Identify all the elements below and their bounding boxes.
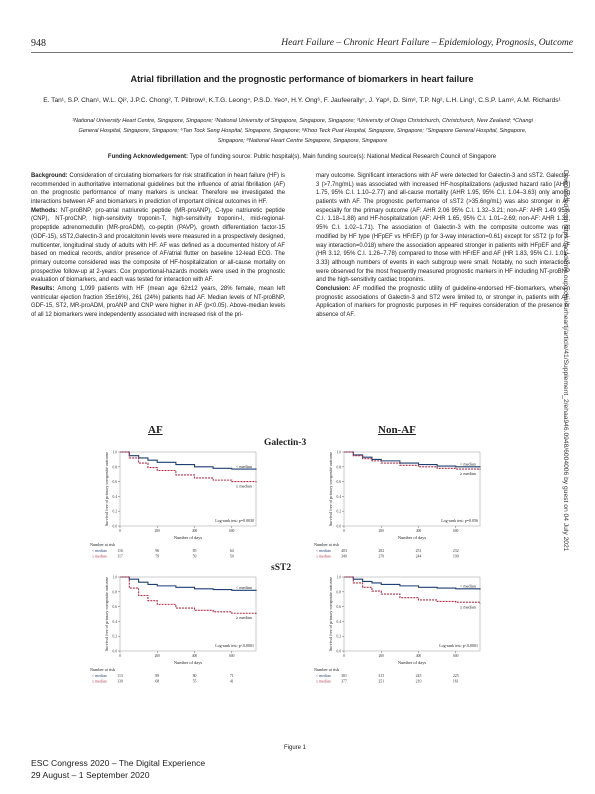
at-risk-row-label: ≥ median (92, 679, 107, 684)
background-text: Consideration of circulating biomarkers for risk stratification in heart failure (HF) is recommended in authoritative international guidelines but the influence of atrial fibrillation (AF) on the prognostic performance of many markers is unclear. Therefore we investigated the interactions between AF and biomarkers in prediction of important clinical outcomes in HF. (31, 173, 285, 206)
y-tick-label: 0.6 (112, 605, 117, 610)
at-risk-count: 381 (341, 674, 347, 678)
at-risk-count: 251 (415, 549, 422, 553)
y-tick-label: 0.2 (336, 509, 341, 514)
series-label: < median (236, 585, 252, 591)
y-tick-label: 0.4 (112, 494, 117, 499)
methods-paragraph (31, 207, 285, 285)
y-tick-label: 0.6 (112, 480, 117, 485)
y-tick-label: 0.6 (336, 605, 341, 610)
conference-dates: 29 August – 1 September 2020 (31, 770, 150, 780)
km-plot-galectin-af (88, 448, 278, 566)
x-tick-label: 600 (229, 654, 235, 658)
at-risk-count: 71 (229, 674, 234, 678)
x-tick-label: 400 (191, 529, 198, 533)
y-tick-label: 0.8 (112, 590, 117, 595)
y-axis-label: Survival free of primary composite outcome (328, 451, 333, 527)
conclusion-label: Conclusion: (316, 285, 351, 292)
at-risk-count: 377 (341, 679, 347, 684)
y-tick-label: 1.0 (336, 450, 341, 455)
at-risk-row-label: < median (316, 674, 331, 678)
x-axis-label: Number of days (173, 660, 203, 665)
logrank-label: Log-rank test: p<0.0001 (215, 643, 254, 648)
funding-acknowledgement (31, 154, 573, 160)
methods-text: NT-proBNP, pro-atrial natriuretic peptide (MR-proANP), C-type natriuretic peptide (CNP), NT-proCNP, high-sensitivity troponin-T, high-sensitivity troponin-I, mid-regional-propeptide adrenomedullin (MR-proADM), co-peptin (PAVP), growth differentiation factor-15 (GDF-15), sST2,Galectin-3 and procalcitonin levels were measured in a prospectively designed, multicenter, longitudinal study of adults with HF. AF was defined as a documented history of AF based on medical records, and/or presence of AF/atrial flutter on baseline 12-lead ECG. The primary outcome considered was the composite of HF-hospitalization or all-cause mortality on prospective follow-up at 2-years. Cox proportional-hazards models were used in the prognostic evaluation of biomarkers, and each was tested for interaction with AF. (31, 207, 285, 284)
funding-text: Type of funding source: Public hospital(s). Main funding source(s): National Medical Research Council of Singapore (189, 154, 497, 160)
background-label: Background: (31, 173, 68, 179)
number-at-risk-heading: Number at risk (90, 667, 116, 672)
y-axis-label: Survival free of primary composite outcome (104, 576, 109, 652)
y-tick-label: 0.6 (336, 480, 341, 485)
at-risk-count: 251 (378, 679, 385, 684)
y-tick-label: 1.0 (112, 575, 117, 580)
logrank-label: Log-rank test: p=0.0030 (215, 518, 254, 523)
at-risk-count: 64 (229, 549, 234, 553)
series-label: ≥ median (460, 470, 476, 476)
x-tick-label: 200 (154, 529, 160, 533)
y-tick-label: 0.2 (112, 634, 117, 639)
x-tick-label: 0 (119, 529, 121, 533)
x-axis-label: Number of days (173, 535, 203, 540)
series-label: ≥ median (460, 604, 476, 610)
download-watermark-text: Downloaded from https://academic.oup.com/eurheartj/article/41/Supplement_2/ehaa946.0948/6004006 by guest on 04 July 2021 (562, 170, 569, 552)
methods-label: Methods: (31, 207, 58, 214)
x-tick-label: 0 (343, 529, 345, 533)
x-tick-label: 200 (378, 654, 384, 658)
number-at-risk-heading: Number at risk (314, 542, 340, 547)
at-risk-count: 315 (378, 674, 385, 678)
y-tick-label: 0.2 (336, 634, 341, 639)
results-label: Results: (31, 285, 55, 292)
y-tick-label: 0.4 (112, 619, 117, 624)
number-at-risk-heading: Number at risk (314, 667, 340, 672)
at-risk-count: 232 (452, 549, 459, 553)
y-tick-label: 0.0 (336, 649, 341, 654)
at-risk-count: 139 (117, 679, 123, 684)
at-risk-count: 68 (155, 679, 160, 684)
y-tick-label: 1.0 (336, 575, 341, 580)
article-title: Atrial fibrillation and the prognostic performance of biomarkers in heart failure (130, 74, 474, 84)
x-axis-label: Number of days (397, 535, 427, 540)
at-risk-row-label: ≥ median (92, 554, 107, 559)
at-risk-count: 403 (341, 549, 347, 553)
x-tick-label: 400 (415, 529, 422, 533)
figure-column-title-af: AF (148, 424, 163, 436)
y-tick-label: 1.0 (112, 450, 117, 455)
x-tick-label: 600 (229, 529, 235, 533)
background-paragraph (31, 172, 285, 207)
logrank-label: Log-rank test: p<0.0001 (439, 643, 478, 648)
km-plot-galectin-nonaf (312, 448, 502, 566)
results-continued: mary outcome. Significant interactions with AF were detected for Galectin-3 and sST2. Galectin-3 (>7.7ng/mL) was associated with increased HF-hospitalizations (adjusted hazard ratio [AHR] 1.75, 95% C.I. 1.10–2.77) and all-cause mortality (AHR 1.95, 95% C.I. 1.04–3.63) only among patients with AF. The prognostic performance of sST2 (>35.6ng/mL) was also stronger in AF especially for the primary outcome (AF: AHR 2.06 95% C.I. 1.32–3.21; non-AF: AHR 1.49 95% C.I. 1.18–1.88) and HF-hospitalization (AF: AHR 1.65, 95% C.I. 1.01–2.69; non-AF: AHR 1.32, 95% C.I. 1.02–1.71). The association of Galectin-3 with the composite outcome was not modified by HF type (HFpEF vs HFrEF) (p for 3-way interaction=0.61) except for sST2 (p for 3-way interaction=0.018) where the association appeared stronger in patients with HFpEF and AF (HR 3.12, 95% C.I. 1.26–7.78) compared to those with HFrEF and AF (HR 1.83, 95% C.I. 1.01–3.33) although numbers of events in each subgroup were small. Notably, no such interactions were observed for the most frequently measured prognostic markers in HF including NT-proBNP and the high-sensitivity cardiac troponins. (316, 173, 570, 284)
y-tick-label: 0.8 (336, 465, 341, 470)
at-risk-count: 244 (415, 554, 422, 559)
at-risk-count: 117 (117, 554, 123, 559)
at-risk-count: 85 (192, 549, 197, 553)
at-risk-count: 161 (452, 679, 459, 684)
at-risk-count: 282 (378, 549, 385, 553)
at-risk-count: 59 (192, 554, 197, 559)
y-tick-label: 0.2 (112, 509, 117, 514)
y-tick-label: 0.0 (336, 524, 341, 529)
results-paragraph (31, 285, 285, 320)
at-risk-count: 96 (155, 549, 160, 553)
series-label: < median (460, 583, 476, 589)
series-label: ≥ median (236, 483, 252, 489)
affiliations: ¹National University Heart Centre, Singapore, Singapore; ²National University of Singapore, Singapore, Singapore; ³University of Otago Christchurch, Christchurch, New Zealand; ⁴Changi General Hospital, Singapore, Singapore; ⁵Tan Tock Seng Hospital, Singapore, Singapore; ⁶Khoo Teck Puat Hospital, Singapore, Singapore; ⁷Singapore General Hospital, Singapore, Singapore; ⁸National Heart Centre Singapore, Singapore, Singapore (72, 118, 533, 145)
at-risk-count: 210 (415, 679, 422, 684)
conclusion-text: AF modified the prognostic utility of guideline-endorsed HF-biomarkers, wherein prognostic associations of Galectin-3 and ST2 were limited to, or stronger in, patients with AF. Application of markers for prognostic purposes in HF requires consideration of the presence or absence of AF. (316, 285, 571, 318)
km-plot-sst2-af (88, 573, 278, 693)
y-tick-label: 0.4 (336, 619, 341, 624)
at-risk-count: 245 (415, 674, 422, 678)
at-risk-count: 116 (117, 549, 123, 553)
at-risk-row-label: < median (316, 549, 331, 553)
figure-row-title-sst2: sST2 (271, 563, 292, 573)
conference-name: ESC Congress 2020 – The Digital Experience (31, 758, 206, 768)
series-label: < median (460, 461, 476, 467)
at-risk-count: 50 (229, 554, 234, 559)
series-label: ≥ median (236, 615, 252, 620)
y-tick-label: 0.4 (336, 494, 341, 499)
y-tick-label: 0.8 (112, 465, 117, 470)
at-risk-count: 41 (229, 679, 234, 684)
number-at-risk-heading: Number at risk (90, 542, 116, 547)
x-tick-label: 600 (453, 654, 459, 658)
logrank-label: Log-rank test: p=0.056 (441, 518, 478, 523)
at-risk-count: 89 (155, 674, 160, 678)
results-text: Among 1,099 patients with HF (mean age 62±12 years, 28% female, mean left ventricular ejection fraction 35±16%), 261 (24%) patients had AF. Median levels of NT-proBNP, GDF-15, ST2, MR-proADM, proANP and CNP were higher in AF (p<0.05). Above-median levels of all 12 biomarkers were independently associated with increased risk of the pri- (31, 285, 285, 318)
header-rule (31, 52, 573, 53)
abstract-column-left (31, 172, 285, 320)
x-tick-label: 200 (378, 529, 384, 533)
funding-label: Funding Acknowledgement: (107, 154, 189, 160)
conclusion-paragraph (316, 285, 570, 320)
y-tick-label: 0.8 (336, 590, 341, 595)
figure-row-title-galectin: Galectin-3 (264, 438, 307, 448)
y-tick-label: 0.0 (112, 649, 117, 654)
x-tick-label: 200 (154, 654, 160, 658)
at-risk-row-label: ≥ median (316, 679, 331, 684)
author-list: E. Tan¹, S.P. Chan¹, W.L. Qi², J.P.C. Chong², T. Pilbrow³, K.T.G. Leong⁴, P.S.D. Yeo⁵, H.Y. Ong⁶, F. Jaufeerally⁷, J. Yap⁸, D. Sim⁸, T.P. Ng², L.H. Ling¹, C.S.P. Lam⁸, A.M. Richards¹ (43, 97, 561, 104)
abstract-column-right (316, 172, 570, 320)
at-risk-count: 80 (192, 674, 197, 678)
x-tick-label: 0 (119, 654, 121, 658)
at-risk-count: 113 (117, 674, 123, 678)
km-plot-sst2-nonaf (312, 573, 502, 693)
at-risk-row-label: ≥ median (316, 554, 331, 559)
at-risk-count: 190 (452, 554, 459, 559)
y-tick-label: 0.0 (112, 524, 117, 529)
at-risk-count: 55 (192, 679, 197, 684)
y-axis-label: Survival free of primary composite outcome (328, 576, 333, 652)
x-tick-label: 600 (453, 529, 459, 533)
at-risk-count: 79 (155, 554, 160, 559)
x-tick-label: 400 (415, 654, 422, 658)
at-risk-count: 349 (341, 554, 347, 559)
series-label: < median (236, 463, 252, 469)
at-risk-count: 270 (378, 554, 385, 559)
download-watermark (562, 170, 578, 790)
y-axis-label: Survival free of primary composite outcome (104, 451, 109, 527)
x-axis-label: Number of days (397, 660, 427, 665)
at-risk-count: 225 (452, 674, 459, 678)
figure-caption: Figure 1 (284, 745, 307, 751)
running-title: Heart Failure – Chronic Heart Failure – Epidemiology, Prognosis, Outcome (281, 38, 573, 48)
page-number: 948 (31, 38, 46, 49)
at-risk-row-label: < median (92, 549, 107, 553)
x-tick-label: 0 (343, 654, 345, 658)
figure-column-title-nonaf: Non-AF (378, 424, 416, 436)
at-risk-row-label: < median (92, 674, 107, 678)
x-tick-label: 400 (191, 654, 198, 658)
